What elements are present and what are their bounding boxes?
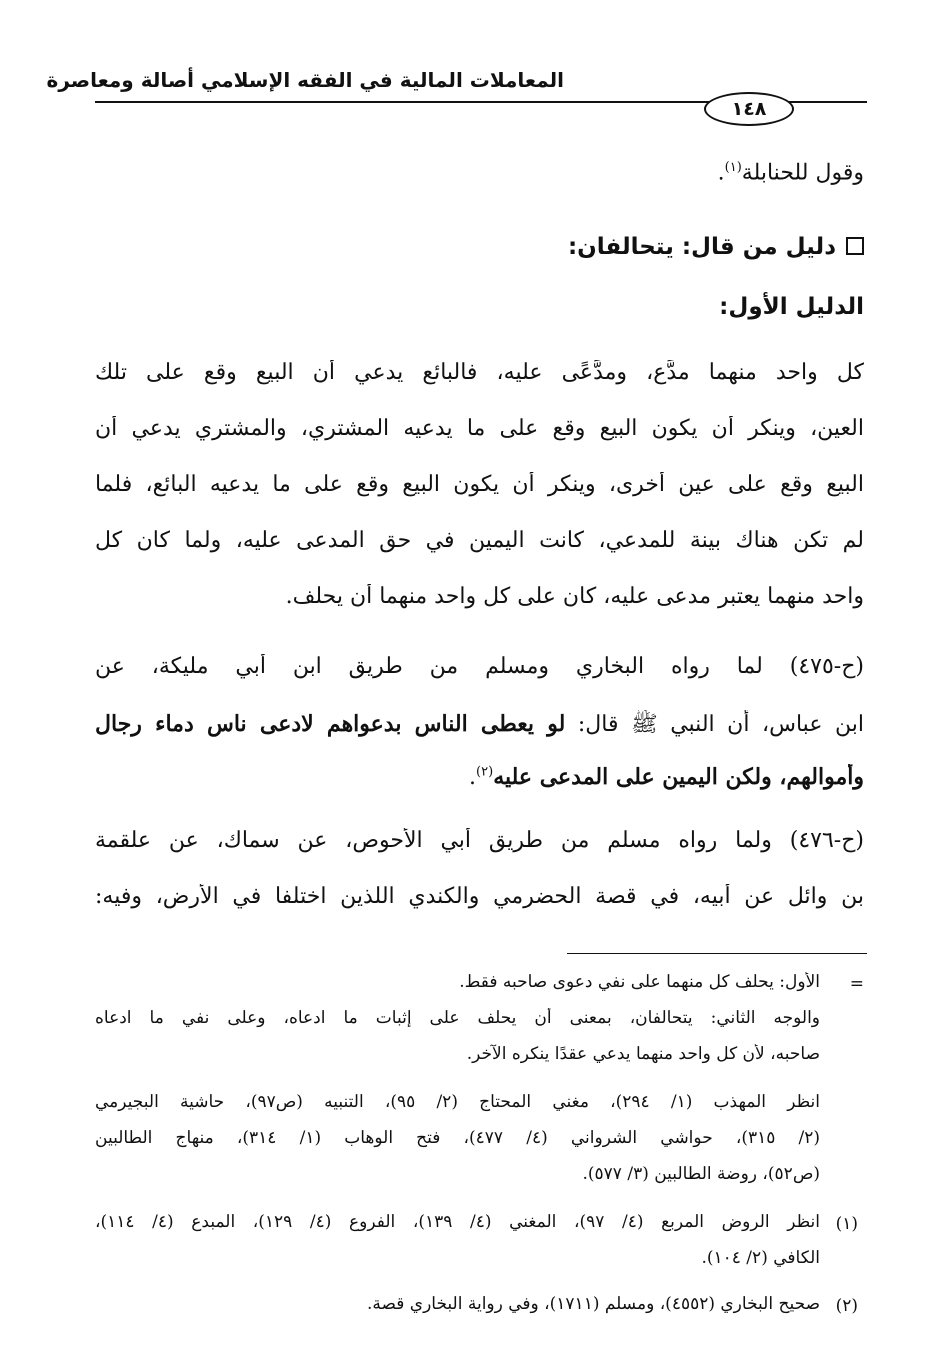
para1-line: واحد منهما يعتبر مدعى عليه، كان على كل واحد منهما أن يحلف. bbox=[285, 584, 864, 609]
footnote-continuation-line: والوجه الثاني: يتحالفان، بمعنى أن يحلف على إثبات ما ادعاه، وعلى نفي ما ادعاه bbox=[95, 1008, 820, 1028]
hadith-475-end: . bbox=[469, 765, 477, 790]
hadith-475-line bbox=[95, 710, 864, 742]
footnote-continuation-marker: = bbox=[849, 974, 864, 994]
footnote-continuation-line: الأول: يحلف كل منهما على نفي دعوى صاحبه فقط. bbox=[459, 972, 820, 992]
running-title: المعاملات المالية في الفقه الإسلامي أصالة ومعاصرة bbox=[46, 68, 564, 92]
para1-line: كل واحد منهما مدَّعٍ، ومدَّعًى عليه، فالبائع يدعي أن البيع وقع على تلك bbox=[95, 360, 864, 385]
para1-line: العين، وينكر أن يكون البيع وقع على ما يدعيه المشتري، والمشتري يدعي أن bbox=[95, 416, 864, 441]
footnote-1-marker: (١) bbox=[835, 1214, 858, 1234]
footnote-ref-2: (٢) bbox=[476, 764, 494, 780]
intro-text: وقول للحنابلة bbox=[741, 160, 864, 186]
intro-end: . bbox=[717, 160, 725, 186]
hadith-475-line bbox=[95, 764, 864, 790]
hadith-476-line: (ح-٤٧٦) ولما رواه مسلم من طريق أبي الأحوص، عن سماك، عن علقمة bbox=[95, 828, 864, 853]
footnote-continuation-line: صاحبه، لأن كل واحد منهما يدعي عقدًا ينكره الآخر. bbox=[466, 1044, 820, 1064]
square-bullet-icon bbox=[846, 237, 864, 255]
footnote-1-line: انظر الروض المربع (٤/ ٩٧)، المغني (٤/ ١٣٩)، الفروع (٤/ ١٢٩)، المبدع (٤/ ١١٤)، bbox=[95, 1212, 820, 1232]
intro-line bbox=[95, 160, 864, 185]
footnote-2-marker: (٢) bbox=[835, 1296, 858, 1316]
para1-line: البيع وقع على عين أخرى، وينكر أن يكون البيع وقع على ما يدعيه البائع، فلما bbox=[95, 472, 864, 497]
footnote-ref-1: (١) bbox=[724, 160, 742, 175]
footnote-continuation-line: انظر المهذب (١/ ٢٩٤)، مغني المحتاج (٢/ ٩٥)، التنبيه (ص٩٧)، حاشية البجيرمي bbox=[95, 1092, 820, 1112]
footnote-separator bbox=[567, 953, 867, 954]
hadith-476-line: بن وائل عن أبيه، في قصة الحضرمي والكندي اللذين اختلفا في الأرض، وفيه: bbox=[95, 884, 864, 909]
section-heading bbox=[464, 234, 864, 260]
footnote-continuation-line: (ص٥٢)، روضة الطالبين (٣/ ٥٧٧). bbox=[582, 1164, 820, 1184]
footnote-2-text: صحيح البخاري (٤٥٥٢)، ومسلم (١٧١١)، وفي رواية البخاري قصة. bbox=[366, 1294, 820, 1314]
subheading: الدليل الأول: bbox=[719, 294, 864, 320]
footnote-1-line: الكافي (٢/ ١٠٤). bbox=[701, 1248, 820, 1268]
para1-line: لم تكن هناك بينة للمدعي، كانت اليمين في حق المدعى عليه، ولما كان كل bbox=[95, 528, 864, 553]
hadith-475-intro: ابن عباس، أن النبي ﷺ قال: bbox=[565, 712, 864, 737]
page-number: ١٤٨ bbox=[704, 92, 794, 126]
hadith-475-line: (ح-٤٧٥) لما رواه البخاري ومسلم من طريق ابن أبي مليكة، عن bbox=[95, 654, 864, 679]
hadith-475-quote: لو يعطى الناس بدعواهم لادعى ناس دماء رجال bbox=[95, 711, 566, 737]
hadith-475-quote-end: وأموالهم، ولكن اليمين على المدعى عليه bbox=[493, 764, 864, 790]
footnote-continuation-line: (٢/ ٣١٥)، حواشي الشرواني (٤/ ٤٧٧)، فتح الوهاب (١/ ٣١٤)، منهاج الطالبين bbox=[95, 1128, 820, 1148]
section-heading-text: دليل من قال: يتحالفان: bbox=[567, 234, 836, 260]
